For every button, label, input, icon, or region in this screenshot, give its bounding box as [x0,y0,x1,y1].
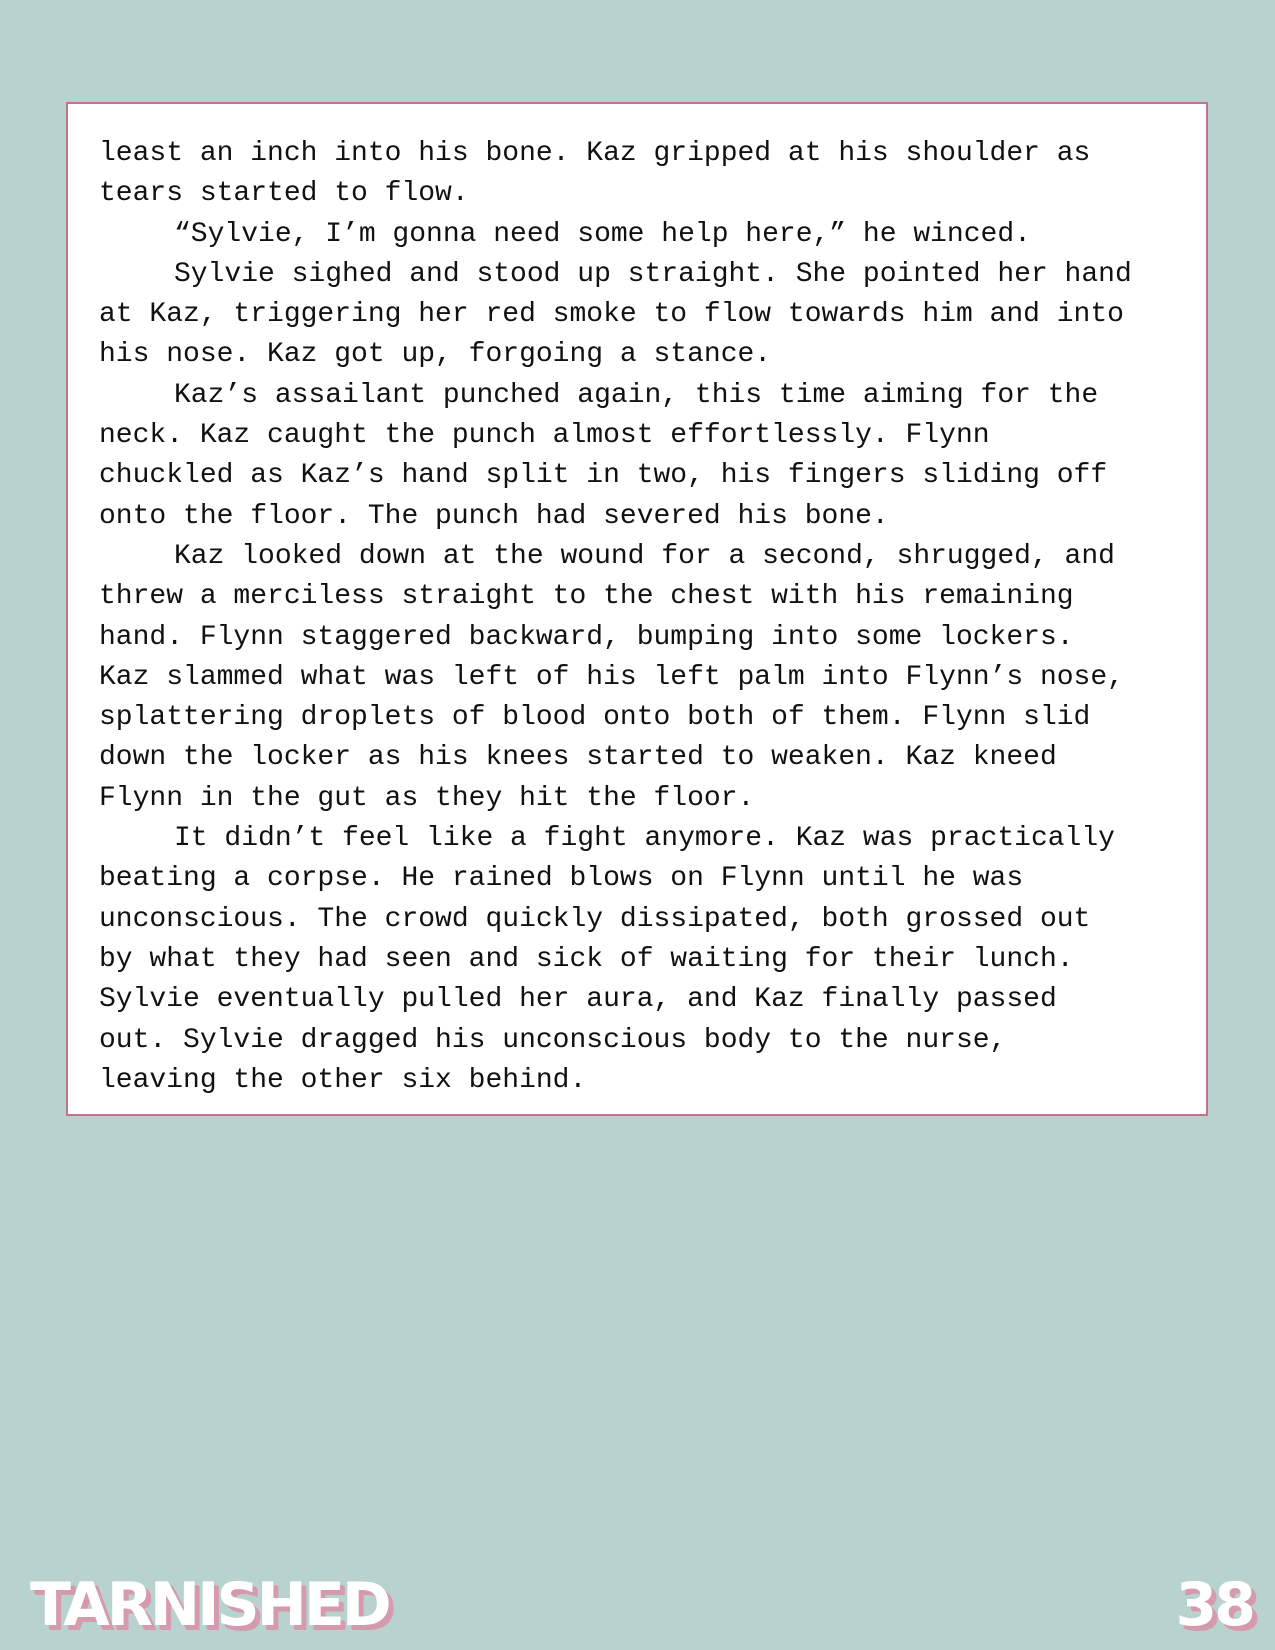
story-line: tears started to flow. [99,178,469,210]
story-line: neck. Kaz caught the punch almost effortlessly. Flynn [99,420,990,452]
story-line: It didn’t feel like a fight anymore. Kaz was practically [174,823,1115,855]
story-line: beating a corpse. He rained blows on Flynn until he was [99,863,1024,895]
story-line: hand. Flynn staggered backward, bumping into some lockers. [99,621,1074,653]
story-line: Kaz slammed what was left of his left palm into Flynn’s nose, [99,661,1124,693]
story-line: leaving the other six behind. [99,1064,587,1096]
story-text [99,134,1176,1101]
story-line: by what they had seen and sick of waiting for their lunch. [99,943,1074,975]
story-text-box [66,102,1208,1116]
story-line: Sylvie eventually pulled her aura, and Kaz finally passed [99,984,1057,1016]
story-line: Sylvie sighed and stood up straight. She pointed her hand [174,258,1132,290]
story-line: out. Sylvie dragged his unconscious body to the nurse, [99,1024,1007,1056]
story-line: threw a merciless straight to the chest with his remaining [99,581,1074,613]
story-line: unconscious. The crowd quickly dissipated, both grossed out [99,903,1091,935]
story-line: splattering droplets of blood onto both of them. Flynn slid [99,702,1091,734]
story-line: Kaz looked down at the wound for a second, shrugged, and [174,540,1115,572]
story-line: his nose. Kaz got up, forgoing a stance. [99,339,772,371]
story-line: Flynn in the gut as they hit the floor. [99,782,755,814]
story-line: onto the floor. The punch had severed his bone. [99,500,889,532]
story-line: down the locker as his knees started to weaken. Kaz kneed [99,742,1057,774]
story-line: at Kaz, triggering her red smoke to flow towards him and into [99,299,1124,331]
story-line: chuckled as Kaz’s hand split in two, his fingers sliding off [99,460,1108,492]
book-title: TARNISHED [30,1570,389,1640]
story-line: Kaz’s assailant punched again, this time aiming for the [174,379,1099,411]
story-line: least an inch into his bone. Kaz gripped at his shoulder as [99,138,1091,169]
story-line: “Sylvie, I’m gonna need some help here,” he winced. [174,218,1031,250]
page-number: 38 [1175,1570,1253,1640]
